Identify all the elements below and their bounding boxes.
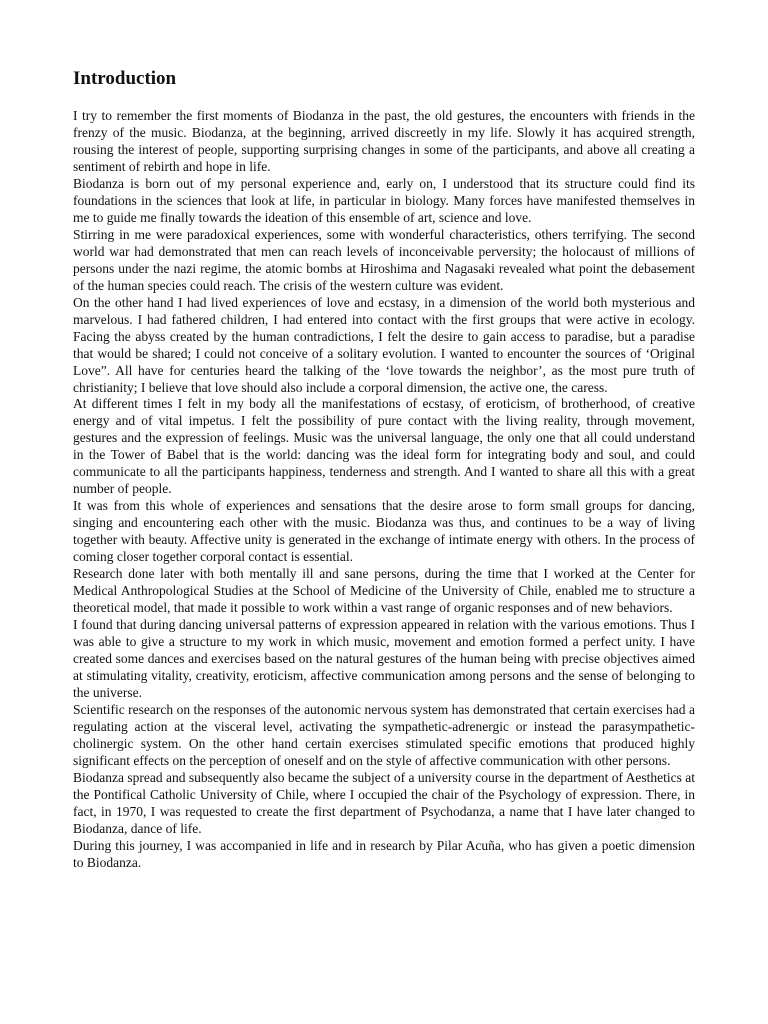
paragraph: It was from this whole of experiences and sensations that the desire arose to form small groups for dancing, singing and encountering each other with the music. Biodanza was thus, and continues to be a way of living together with beauty. Affective unity is generated in the exchange of intimate energy with others. In the process of coming closer together corporal contact is essential. bbox=[73, 498, 695, 565]
document-page bbox=[73, 64, 695, 872]
paragraph: During this journey, I was accompanied in life and in research by Pilar Acuña, who has given a poetic dimension to Biodanza. bbox=[73, 837, 695, 870]
paragraph: Stirring in me were paradoxical experiences, some with wonderful characteristics, others terrifying. The second world war had demonstrated that men can reach levels of inconceivable perversity; the holocaust of millions of persons under the nazi regime, the atomic bombs at Hiroshima and Nagasaki revealed what point the debasement of the human species could reach. The crisis of the western culture was evident. bbox=[73, 226, 695, 293]
paragraph: At different times I felt in my body all the manifestations of ecstasy, of eroticism, of brotherhood, of creative energy and of vital impetus. I felt the possibility of pure contact with the living reality, through movement, gestures and the expression of feelings. Music was the universal language, the only one that all could understand in the Tower of Babel that is the world: dancing was the ideal form for integrating body and soul, and could communicate to all the participants happiness, tenderness and strength. And I wanted to share all this with a great number of people. bbox=[73, 396, 695, 497]
paragraph: On the other hand I had lived experiences of love and ecstasy, in a dimension of the world both mysterious and marvelous. I had fathered children, I had entered into contact with the first groups that were active in ecology. Facing the abyss created by the human contradictions, I felt the desire to gain access to paradise, but a paradise that would be shared; I could not conceive of a solitary evolution. I wanted to encounter the sources of ‘Original Love”. All have for centuries heard the talking of the ‘love towards the neighbor’, as the most pure truth of christianity; I believe that love should also include a corporal dimension, the active one, the caress. bbox=[73, 294, 695, 395]
paragraph: Scientific research on the responses of the autonomic nervous system has demonstrated that certain exercises had a regulating action at the visceral level, activating the sympathetic-adrenergic or instead the parasympathetic-cholinergic system. On the other hand certain exercises stimulated specific emotions that produced highly significant effects on the perception of oneself and on the style of affective communication with other persons. bbox=[73, 701, 695, 768]
paragraph: I try to remember the first moments of Biodanza in the past, the old gestures, the encounters with friends in the frenzy of the music. Biodanza, at the beginning, arrived discreetly in my life. Slowly it has acquired strength, rousing the interest of people, supporting surprising changes in some of the participants, and above all creating a sentiment of rebirth and hope in life. bbox=[73, 108, 695, 174]
page-title: Introduction bbox=[73, 68, 177, 89]
paragraph: Research done later with both mentally ill and sane persons, during the time that I worked at the Center for Medical Anthropological Studies at the School of Medicine of the University of Chile, enabled me to structure a theoretical model, that made it possible to work within a vast range of organic responses and of new behaviors. bbox=[73, 566, 695, 616]
paragraph: Biodanza spread and subsequently also became the subject of a university course in the department of Aesthetics at the Pontifical Catholic University of Chile, where I occupied the chair of the Psychology of expression. There, in fact, in 1970, I was requested to create the first department of Psychodanza, a name that I have later changed to Biodanza, dance of life. bbox=[73, 769, 695, 836]
paragraph: I found that during dancing universal patterns of expression appeared in relation with the various emotions. Thus I was able to give a structure to my work in which music, movement and emotion formed a perfect unity. I have created some dances and exercises based on the natural gestures of the human being with precise objectives aimed at stimulating vitality, creativity, eroticism, affective communication among persons and the sense of belonging to the universe. bbox=[73, 617, 695, 700]
paragraph: Biodanza is born out of my personal experience and, early on, I understood that its structure could find its foundations in the sciences that look at life, in particular in biology. Many forces have manifested themselves in me to guide me finally towards the ideation of this ensemble of art, science and love. bbox=[73, 175, 695, 225]
